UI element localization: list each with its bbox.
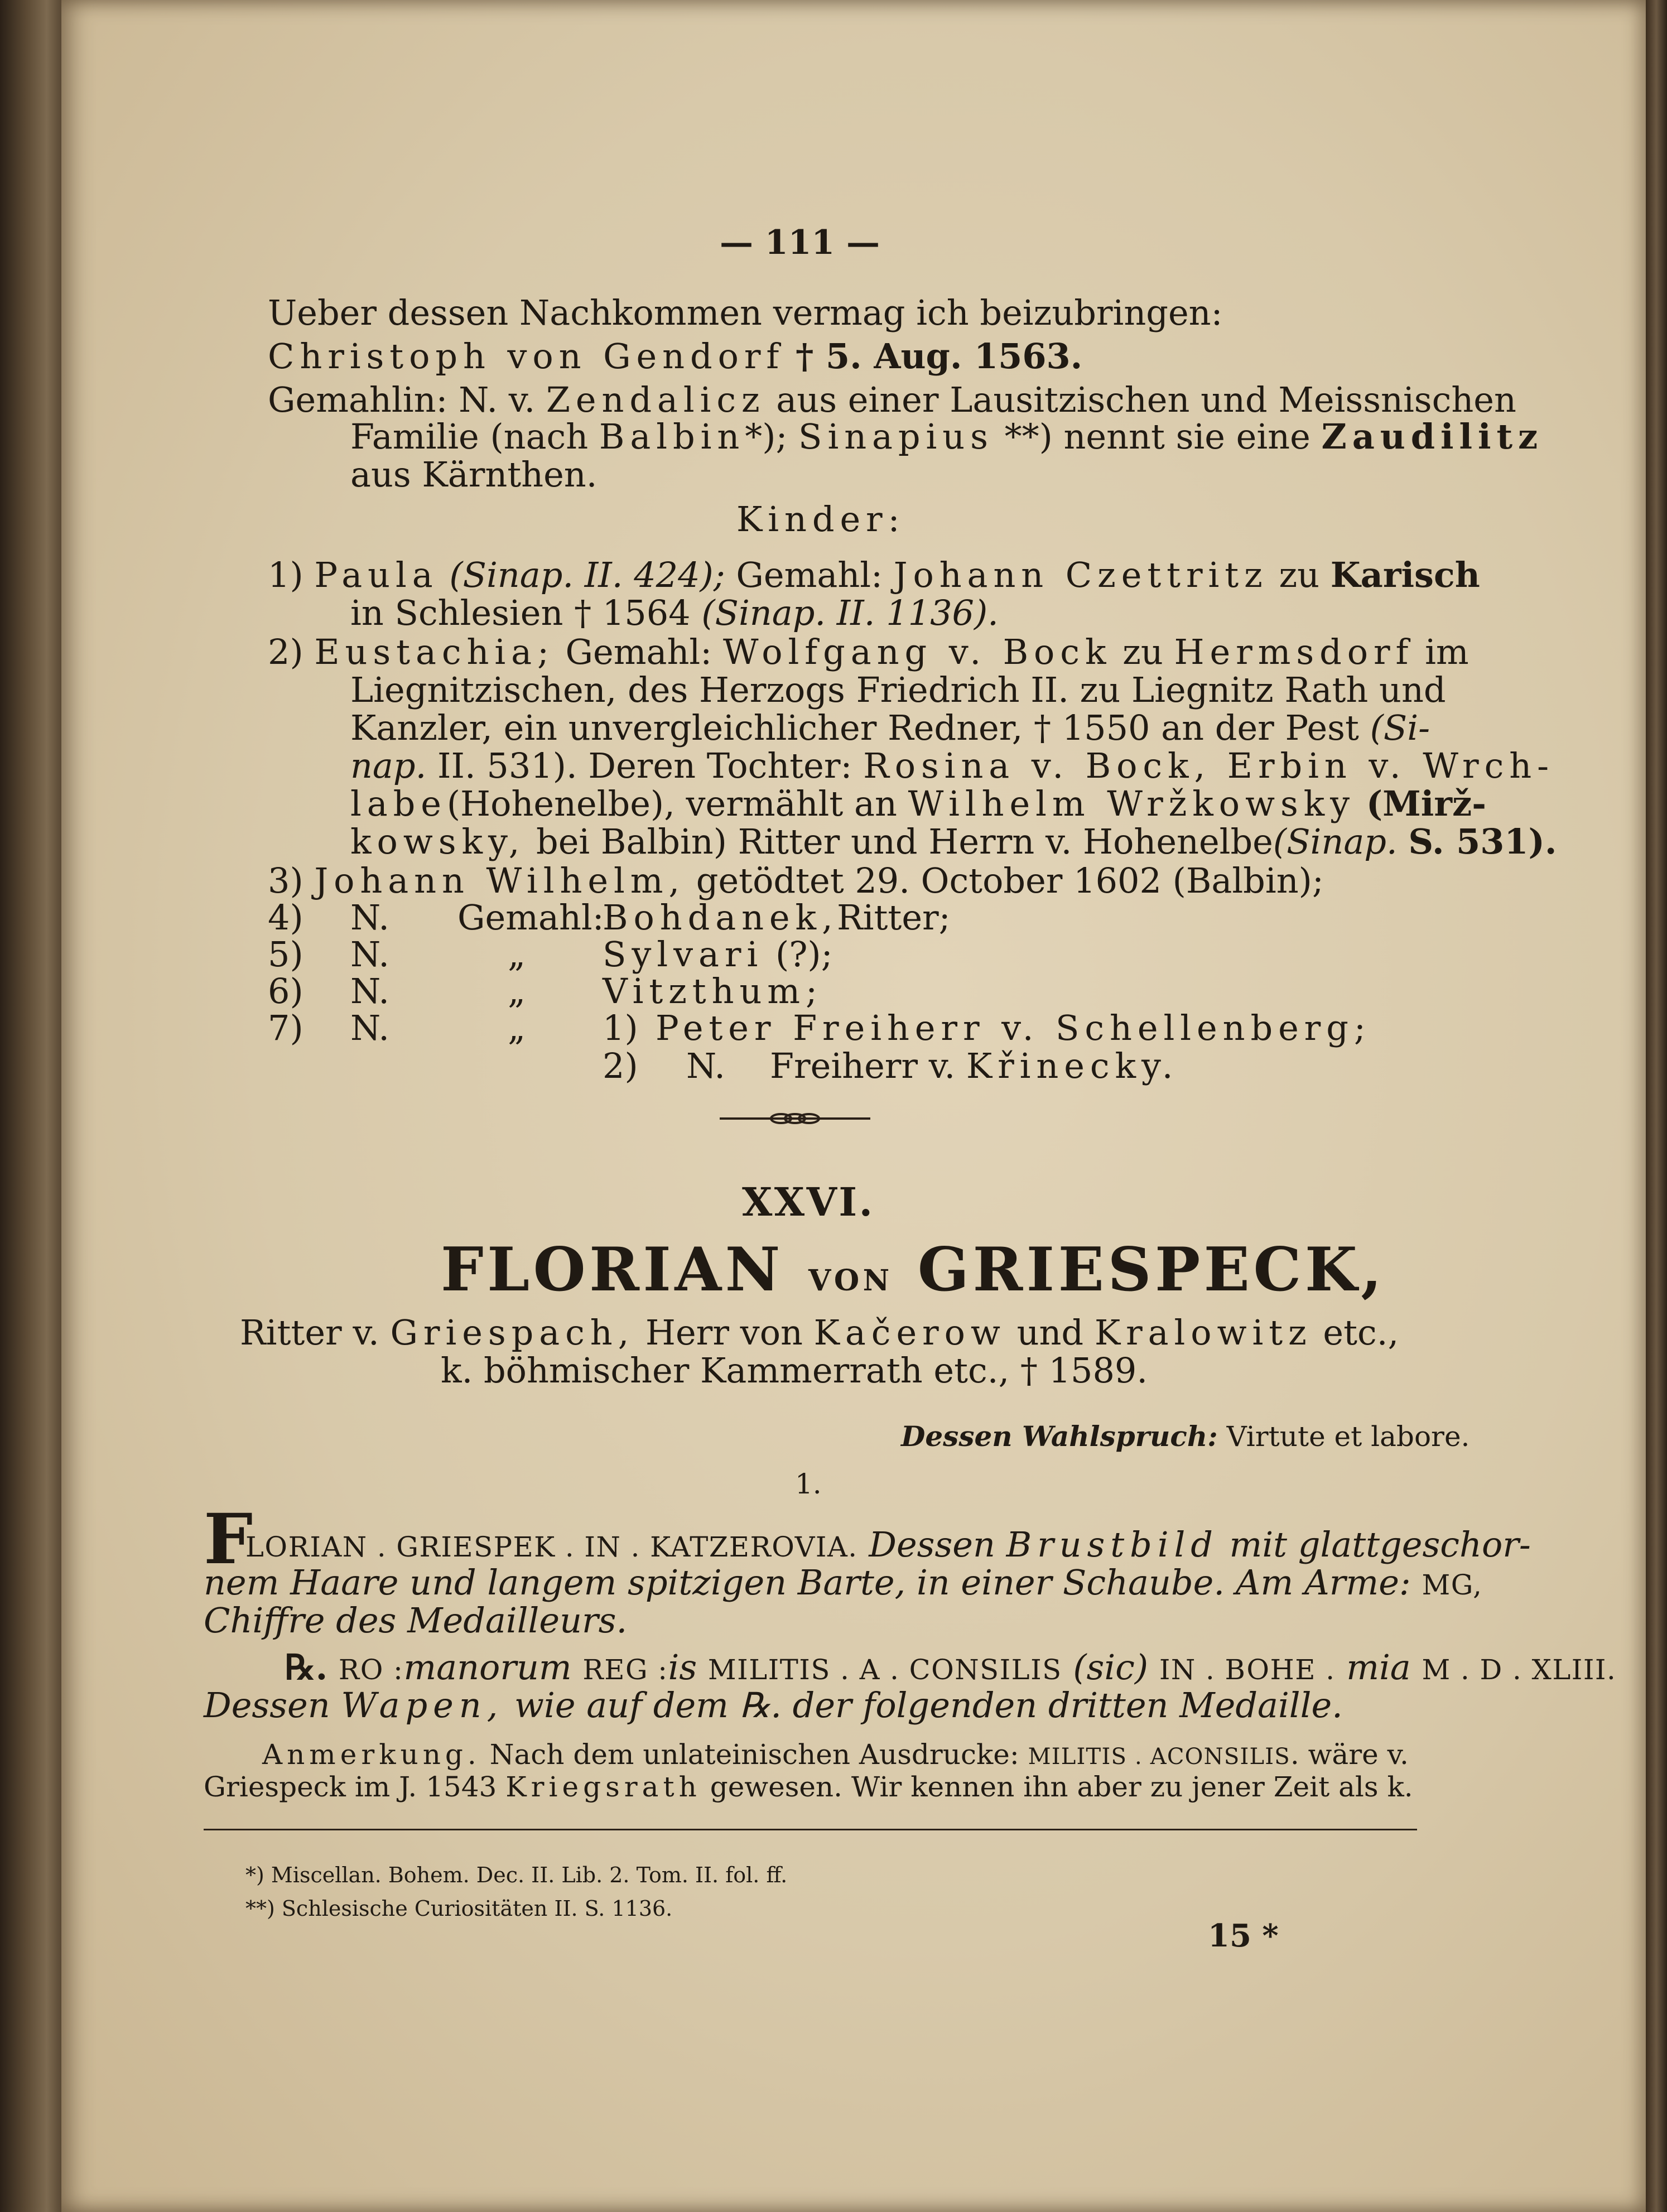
name-variant: kowsky, [350, 821, 526, 862]
text: Griespeck im J. 1543 [204, 1771, 497, 1803]
text: wie auf dem ℞. der folgenden dritten Medaille. [514, 1685, 1343, 1726]
gemahlin-rest: aus einer Lausitzischen und Meissnischen [776, 379, 1516, 420]
christoph-line [268, 336, 1083, 377]
text: etc., [1323, 1312, 1399, 1353]
text: Ritter v. [240, 1312, 379, 1353]
child-5-rest: (?); [775, 934, 833, 975]
page-number: — 111 — [720, 223, 880, 262]
ornament-divider [720, 1110, 870, 1127]
emphasis: Kriegsrath [505, 1771, 701, 1803]
text: . wäre v. [1290, 1738, 1409, 1771]
inscription: RO : [338, 1654, 404, 1686]
section-numeral: XXVI. [742, 1179, 875, 1225]
text: Nach dem unlateinischen Ausdrucke: [489, 1738, 1019, 1771]
sinapius-name: Sinapius [798, 416, 994, 457]
reverse-line-2 [204, 1685, 1343, 1726]
child-5-num: 5) [268, 934, 303, 975]
facing-page-edge [0, 0, 67, 2212]
title-last: GRIESPECK, [917, 1235, 1386, 1305]
inscription: MILITIS . A . CONSILIS [707, 1654, 1062, 1686]
reference: (Sinap. II. 424); [449, 555, 725, 595]
child-7-n: N. [350, 1008, 389, 1048]
reverse-symbol: ℞. [285, 1647, 328, 1688]
text: zu [1279, 555, 1320, 595]
gemahlin-line-3: aus Kärnthen. [350, 454, 598, 495]
place-name: labe [350, 783, 447, 824]
child-number: 3) [268, 860, 303, 901]
section-subtitle-2: k. böhmischer Kammerrath etc., † 1589. [441, 1350, 1148, 1391]
medal-line-1 [245, 1524, 1531, 1565]
child-7-spouse-1: Peter Freiherr v. Schellenberg; [656, 1008, 1371, 1048]
footnote-2: **) Schlesische Curiositäten II. S. 1136. [245, 1896, 673, 1921]
anmerkung-line-1 [262, 1738, 1409, 1771]
child-name: Eustachia; [314, 632, 555, 672]
signature-mark: 15 * [1208, 1917, 1279, 1954]
inscription: MILITIS . ACONSILIS [1028, 1744, 1290, 1770]
footnote-rule [204, 1829, 1417, 1830]
text: mit glattgeschor- [1229, 1524, 1531, 1565]
child-7-num: 7) [268, 1008, 303, 1048]
medal-line-3: Chiffre des Medailleurs. [204, 1600, 628, 1641]
text: und [1016, 1312, 1084, 1353]
place-name: Kačerow [813, 1312, 1006, 1353]
child-2-line-4 [350, 745, 1554, 786]
child-6-ditto: „ [508, 971, 526, 1011]
item-number: 1. [795, 1468, 822, 1500]
zaudilitz-name: Zaudilitz [1321, 416, 1544, 457]
child-6-spouse: Vitzthum; [603, 971, 823, 1011]
reference: (Si- [1370, 707, 1430, 748]
emphasis: Brustbild [1006, 1524, 1218, 1565]
inscription: M . D . XLIII. [1422, 1654, 1617, 1686]
title-von: VON [808, 1264, 893, 1298]
inscription: REG : [582, 1654, 668, 1686]
gemahlin-name: Zendalicz [546, 379, 765, 420]
spouse-name: Wolfgang v. Bock [722, 632, 1112, 672]
medal-line-2 [204, 1562, 1483, 1603]
text: Dessen [204, 1685, 330, 1726]
text: bei Balbin) Ritter und Herrn v. Hohenelbe [536, 821, 1273, 862]
child-4-n: N. [350, 897, 389, 938]
child-name: Johann Wilhelm, [314, 860, 686, 901]
note-label: Anmerkung. [262, 1738, 481, 1771]
spouse-name: Johann Czettritz [893, 555, 1268, 595]
gemahlin-line-2 [350, 416, 1544, 457]
child-2-line-6 [350, 821, 1557, 862]
child-2-line-3 [350, 707, 1430, 748]
text: nem Haare und langem spitzigen Barte, in einer Schaube. Am Arme: [204, 1562, 1411, 1603]
child-6-n: N. [350, 971, 389, 1011]
christoph-name: Christoph von Gendorf [268, 336, 785, 377]
inscription: LORIAN . GRIESPEK . IN . KATZEROVIA. [245, 1531, 858, 1563]
motto: Virtute et labore. [1226, 1420, 1470, 1453]
child-2-line-1 [268, 632, 1469, 672]
reference: S. 531). [1408, 821, 1557, 862]
motto-label: Dessen Wahlspruch: [901, 1420, 1218, 1453]
intro-line: Ueber dessen Nachkommen vermag ich beizubringen: [268, 292, 1223, 333]
child-6-num: 6) [268, 971, 303, 1011]
reference: (Sinap. [1273, 821, 1398, 862]
place-name: Kralowitz [1094, 1312, 1312, 1353]
title-first: FLORIAN [441, 1235, 784, 1305]
child-7-spouse-2-n: N. [686, 1045, 725, 1086]
section-subtitle-1 [240, 1312, 1399, 1353]
gemahlin-text: Familie (nach [350, 416, 589, 457]
text: zu [1122, 632, 1163, 672]
gemahlin-line-1 [268, 379, 1516, 420]
footnote-1: *) Miscellan. Bohem. Dec. II. Lib. 2. Tom. II. fol. ff. [245, 1863, 788, 1887]
child-2-line-2: Liegnitzischen, des Herzogs Friedrich II. zu Liegnitz Rath und [350, 669, 1446, 710]
child-3-line [268, 860, 1324, 901]
kinder-heading: Kinder: [736, 499, 905, 539]
child-7-spouse-2-rest [770, 1045, 1179, 1086]
inscription: MG, [1422, 1569, 1483, 1601]
inscription-expansion: manorum [403, 1647, 572, 1688]
gemahlin-label: Gemahlin: N. v. [268, 379, 536, 420]
footnote-ref: *); [745, 416, 788, 457]
text: im [1425, 632, 1469, 672]
child-number: 2) [268, 632, 303, 672]
balbin-name: Balbin [599, 416, 745, 457]
child-4-num: 4) [268, 897, 303, 938]
christoph-death: † 5. Aug. 1563. [796, 336, 1083, 377]
child-5-n: N. [350, 934, 389, 975]
child-4-gemahl: Gemahl: [457, 897, 604, 938]
page-stack-edge [1646, 0, 1667, 2212]
text: Dessen [869, 1524, 995, 1565]
text: Kanzler, ein unvergleichlicher Redner, † 1550 an der Pest [350, 707, 1359, 748]
place-name: Griespach, [390, 1312, 635, 1353]
reference: nap. [350, 745, 427, 786]
child-5-spouse: Sylvari [603, 934, 764, 975]
daughter-name: Rosina v. Bock, Erbin v. Wrch- [863, 745, 1554, 786]
text: II. 531). Deren Tochter: [437, 745, 852, 786]
spouse-name: Wilhelm Wržkowsky [908, 783, 1356, 824]
child-7-spouse-1-num: 1) [603, 1008, 638, 1048]
child-7-spouse-2-num: 2) [603, 1045, 638, 1086]
label: Gemahl: [736, 555, 883, 595]
child-4-rest: Ritter; [837, 897, 951, 938]
gemahlin-text: **) nennt sie eine [1004, 416, 1311, 457]
motto-line [901, 1420, 1470, 1453]
child-4-spouse: Bohdanek, [603, 897, 839, 938]
text: in Schlesien † 1564 [350, 592, 691, 633]
text: (Hohenelbe), vermählt an [446, 783, 897, 824]
sic-note: (sic) [1073, 1647, 1149, 1688]
anmerkung-line-2 [204, 1773, 1413, 1801]
text: Herr von [645, 1312, 803, 1353]
inscription-expansion: mia [1346, 1647, 1411, 1688]
inscription: IN . BOHE . [1159, 1654, 1336, 1686]
child-5-ditto: „ [508, 934, 526, 975]
reverse-line-1 [285, 1647, 1617, 1688]
reference: (Sinap. II. 1136). [701, 592, 999, 633]
label: Gemahl: [565, 632, 712, 672]
child-1-line-1 [268, 555, 1480, 595]
drop-initial: F [204, 1499, 253, 1580]
place-name: Karisch [1330, 555, 1480, 595]
inscription-expansion: is [668, 1647, 697, 1688]
text: getödtet 29. October 1602 (Balbin); [696, 860, 1324, 901]
place-name: Hermsdorf [1174, 632, 1414, 672]
child-name: Paula [314, 555, 439, 595]
child-7-ditto: „ [508, 1008, 526, 1048]
child-2-line-5 [350, 783, 1486, 824]
child-1-line-2 [350, 592, 999, 633]
text: gewesen. Wir kennen ihn aber zu jener Zeit als k. [710, 1771, 1413, 1803]
text: (Mirž- [1366, 783, 1486, 824]
section-title [441, 1235, 1386, 1305]
child-number: 1) [268, 555, 303, 595]
emphasis: Wapen, [341, 1685, 504, 1726]
spouse-name: Křinecky. [966, 1045, 1179, 1086]
text: Freiherr v. [770, 1045, 956, 1086]
